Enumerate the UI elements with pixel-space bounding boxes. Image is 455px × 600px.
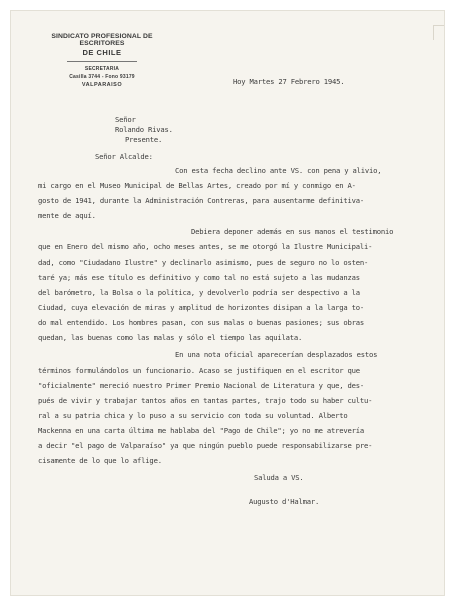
greeting: Señor Alcalde: bbox=[95, 152, 153, 161]
corner-mark bbox=[433, 25, 444, 40]
p1-line: mi cargo en el Museo Municipal de Bellas Artes, creado por mí y conmigo en A- bbox=[38, 181, 356, 190]
p2-line: del barómetro, la Bolsa o la política, y devolverlo podría ser despectivo a la bbox=[38, 288, 360, 297]
letterhead-name: SINDICATO PROFESIONAL DE ESCRITORES bbox=[51, 33, 153, 47]
p3-line: En una nota oficial aparecerían desplazados estos bbox=[175, 350, 378, 359]
p1-line: gosto de 1941, durante la Administración Contreras, para ausentarme definitiva- bbox=[38, 196, 365, 205]
p1-line: mente de aquí. bbox=[38, 211, 96, 220]
p3-line: términos formulándolos un funcionario. Acaso se justifiquen en el escritor que bbox=[38, 366, 360, 375]
letterhead-subname: DE CHILE bbox=[82, 48, 122, 57]
p2-line: que en Enero del mismo año, ocho meses antes, se me otorgó la Ilustre Municipali- bbox=[38, 242, 373, 251]
addressee-name: Rolando Rivas. bbox=[115, 125, 173, 134]
letterhead-contact: Casilla 3744 - Fono 93179 bbox=[69, 74, 135, 80]
signature: Augusto d'Halmar. bbox=[249, 497, 320, 506]
p2-line: taré ya; más ese título es definitivo y como tal no está sujeto a las mudanzas bbox=[38, 273, 360, 282]
addressee-title: Señor bbox=[115, 115, 136, 124]
p3-line: pués de vivir y trabajar tantos años en tantas partes, trajo todo su haber cultu- bbox=[38, 396, 373, 405]
closing: Saluda a VS. bbox=[254, 473, 304, 482]
p2-line: Ciudad, cuya elevación de miras y amplitud de horizontes disipan a la larga to- bbox=[38, 303, 365, 312]
p3-line: "oficialmente" mereció nuestro Primer Premio Nacional de Literatura y que, des- bbox=[38, 381, 365, 390]
p3-line: a decir "el pago de Valparaíso" ya que ningún pueblo puede responsabilizarse pre- bbox=[38, 441, 373, 450]
p3-line: cisamente de lo que lo aflige. bbox=[38, 456, 162, 465]
p2-line: quedan, las buenas como las malas y sólo el tiempo las aquilata. bbox=[38, 333, 303, 342]
p3-line: Mackenna en una carta última me hablaba del "Pago de Chile"; yo no me atrevería bbox=[38, 426, 365, 435]
p2-line: dad, como "Ciudadano Ilustre" y declinarlo asimismo, pues de seguro no lo osten- bbox=[38, 258, 369, 267]
letter-date: Hoy Martes 27 Febrero 1945. bbox=[233, 77, 345, 86]
letter-page bbox=[10, 10, 445, 596]
letterhead-divider bbox=[67, 61, 137, 62]
letterhead bbox=[37, 33, 167, 88]
p1-line: Con esta fecha declino ante VS. con pena y alivio, bbox=[175, 166, 382, 175]
p3-line: ral a su patria chica y lo puso a su servicio con toda su voluntad. Alberto bbox=[38, 411, 348, 420]
addressee-presente: Presente. bbox=[125, 135, 163, 144]
letterhead-secretaria: SECRETARIA bbox=[84, 66, 120, 72]
letterhead-city: VALPARAISO bbox=[81, 82, 123, 88]
p2-line: Debiera deponer además en sus manos el testimonio bbox=[191, 227, 394, 236]
p2-line: do mal entendido. Los hombres pasan, con sus malas o buenas pasiones; sus obras bbox=[38, 318, 365, 327]
